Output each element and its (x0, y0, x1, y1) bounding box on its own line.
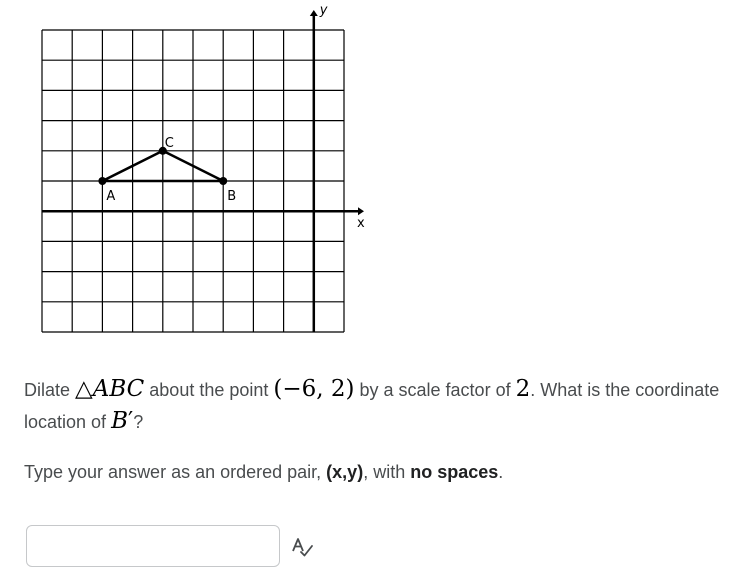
triangle-abc (98, 136, 236, 204)
answer-input[interactable] (26, 525, 280, 567)
vertex-b-label: B (227, 189, 237, 204)
dilation-center: (−6, 2) (273, 376, 355, 402)
answer-instructions: Type your answer as an ordered pair, (x,y), with no spaces. (24, 462, 504, 482)
triangle-symbol: △ABC (75, 376, 145, 402)
axes (42, 3, 365, 332)
scale-factor: 2 (515, 376, 531, 402)
no-spaces-emphasis: no spaces (410, 462, 499, 482)
x-axis-label: x (357, 216, 365, 232)
vertex-b-dot (219, 177, 227, 185)
coordinate-graph (0, 0, 380, 345)
spellcheck-icon[interactable] (290, 534, 314, 558)
target-point: B′ (111, 408, 134, 434)
vertex-c-label: C (164, 135, 174, 151)
graph-svg (0, 0, 380, 345)
question-text: Dilate △ABC about the point (−6, 2) by a scale factor of 2. What is the coordinate location of B′? (24, 376, 720, 434)
vertex-a-label: A (106, 189, 116, 204)
y-axis-label: y (319, 3, 328, 18)
format-hint: (x,y) (326, 462, 364, 482)
y-axis-arrow (310, 10, 318, 16)
x-axis-arrow (358, 207, 364, 215)
vertex-a-dot (98, 177, 106, 185)
